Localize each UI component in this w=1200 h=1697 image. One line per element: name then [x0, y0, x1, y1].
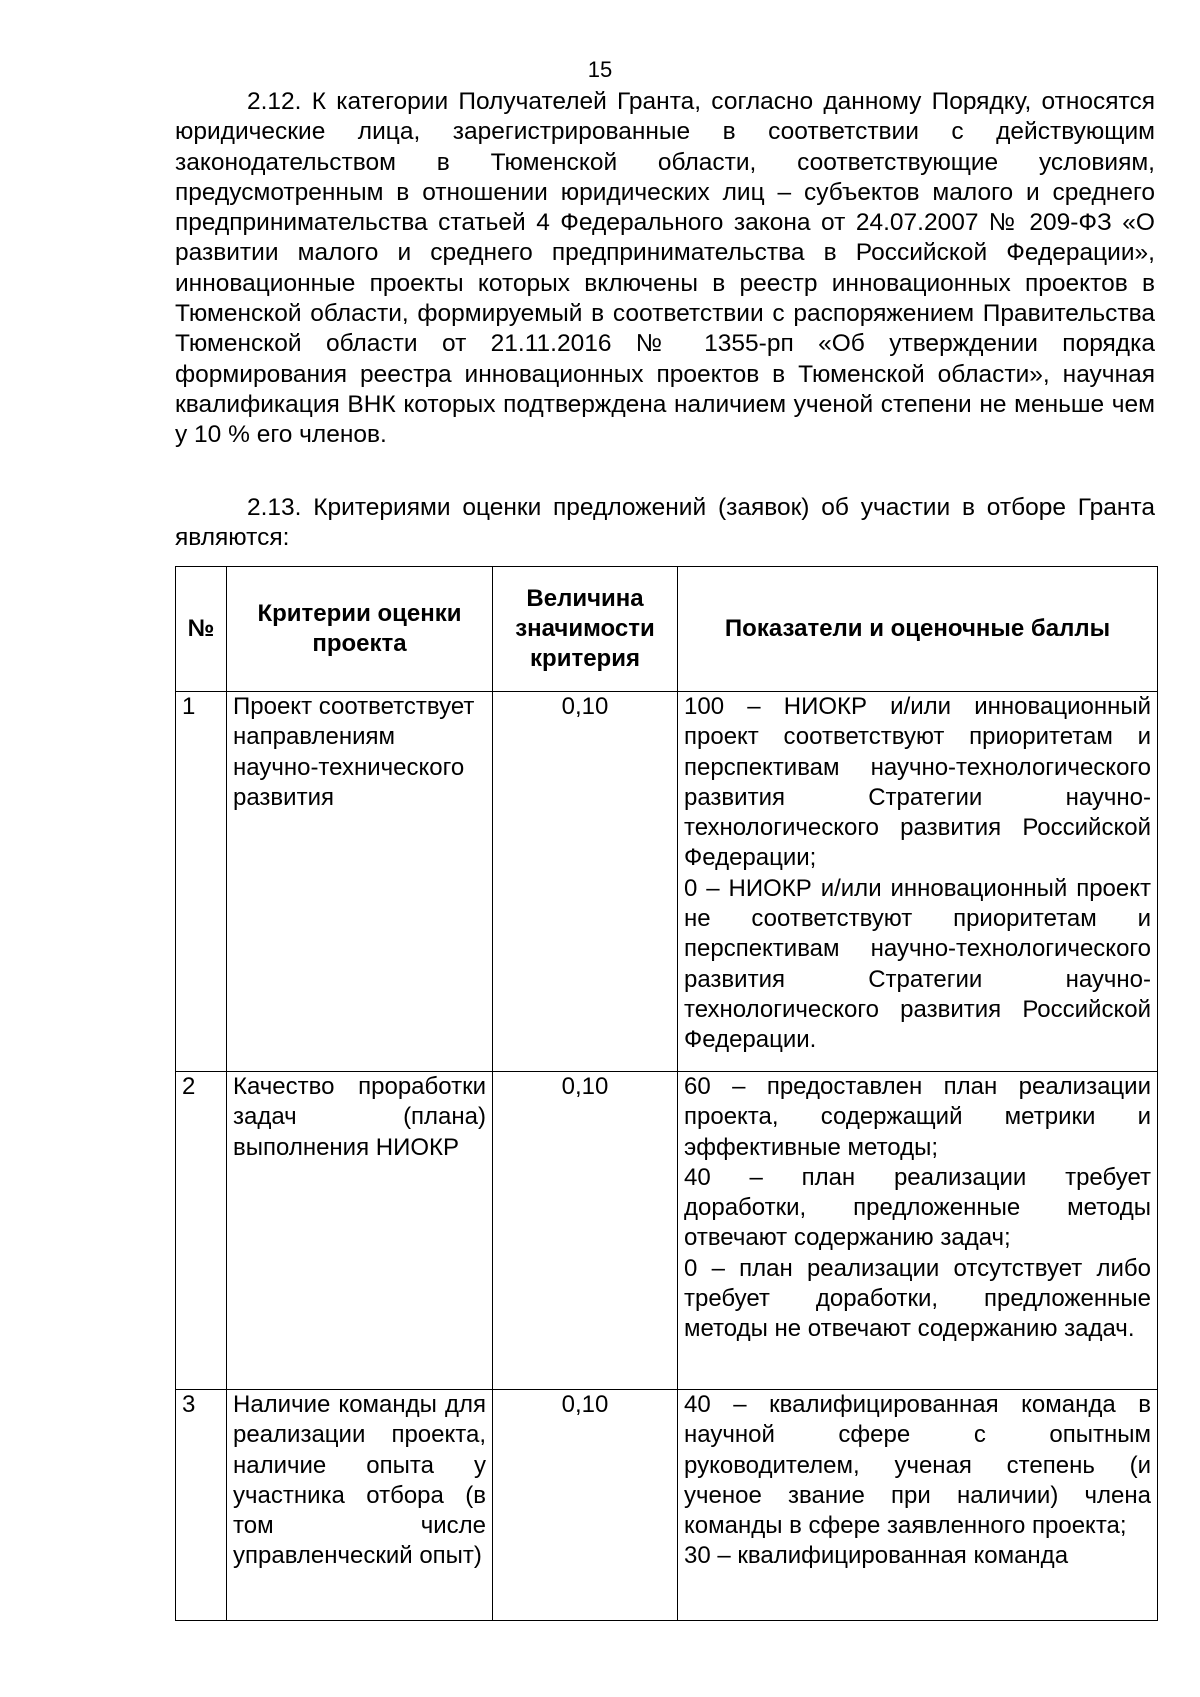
row-number: 3 [176, 1390, 227, 1621]
indicator-item: 40 – квалифицированная команда в научной сфере с опытным руководителем, ученая степень (и ученое звание при наличии) члена команды в сфере заявленного проекта; [684, 1391, 1151, 1540]
indicator-item: 0 – НИОКР и/или инновационный проект не соответствуют приоритетам и перспективам научно-технологического развития Стратегии научно-технологического развития Российской Федерации. [684, 874, 1151, 1054]
row-criterion: Наличие команды для реализации проекта, наличие опыта у участника отбора (в том числе управленческий опыт) [227, 1390, 493, 1621]
header-num: № [176, 567, 227, 692]
indicator-item: 60 – предоставлен план реализации проекта, содержащий метрики и эффективные методы; [684, 1073, 1151, 1161]
row-weight: 0,10 [493, 1072, 678, 1390]
indicator-item: 30 – квалифицированная команда [684, 1542, 1069, 1570]
paragraph-2-12: 2.12. К категории Получателей Гранта, согласно данному Порядку, относятся юридические лица, зарегистрированные в соответствии с действующим законодательством в Тюменской области, соответствующие условиям, предусмотренным в отношении юридических лиц – субъектов малого и среднего предпринимательства статьей 4 Федерального закона от 24.07.2007 № 209-ФЗ «О развитии малого и среднего предпринимательства в Российской Федерации», инновационные проекты которых включены в реестр инновационных проектов в Тюменской области, формируемый в соответствии с распоряжением Правительства Тюменской области от 21.11.2016 № 1355-рп «Об утверждении порядка формирования реестра инновационных проектов в Тюменской области», научная квалификация ВНК которых подтверждена наличием ученой степени не меньше чем у 10 % его членов. [175, 88, 1155, 449]
criteria-table [175, 566, 1158, 1621]
indicator-item: 40 – план реализации требует доработки, предложенные методы отвечают содержанию задач; [684, 1163, 1151, 1252]
row-indicators [678, 692, 1158, 1072]
row-indicators [678, 1072, 1158, 1390]
table-row [176, 1072, 1158, 1390]
table-row [176, 692, 1158, 1072]
row-weight: 0,10 [493, 1390, 678, 1621]
row-weight: 0,10 [493, 692, 678, 1072]
paragraph-2-13: 2.13. Критериями оценки предложений (заявок) об участии в отборе Гранта являются: [175, 494, 1155, 552]
page-number: 15 [587, 57, 613, 82]
header-indicators: Показатели и оценочные баллы [678, 567, 1158, 692]
table-row [176, 1390, 1158, 1621]
row-indicators [678, 1390, 1158, 1621]
row-number: 2 [176, 1072, 227, 1390]
table-header-row [176, 567, 1158, 692]
row-criterion: Проект соответствует направлениям научно-технического развития [227, 692, 493, 1072]
row-number: 1 [176, 692, 227, 1072]
header-criterion: Критерии оценки проекта [227, 567, 493, 692]
row-criterion: Качество проработки задач (плана) выполнения НИОКР [227, 1072, 493, 1390]
indicator-item: 0 – план реализации отсутствует либо требует доработки, предложенные методы не отвечают содержанию задач. [684, 1254, 1151, 1343]
indicator-item: 100 – НИОКР и/или инновационный проект соответствуют приоритетам и перспективам научно-технологического развития Стратегии научно-технологического развития Российской Федерации; [684, 693, 1151, 872]
header-weight: Величина значимости критерия [493, 567, 678, 692]
